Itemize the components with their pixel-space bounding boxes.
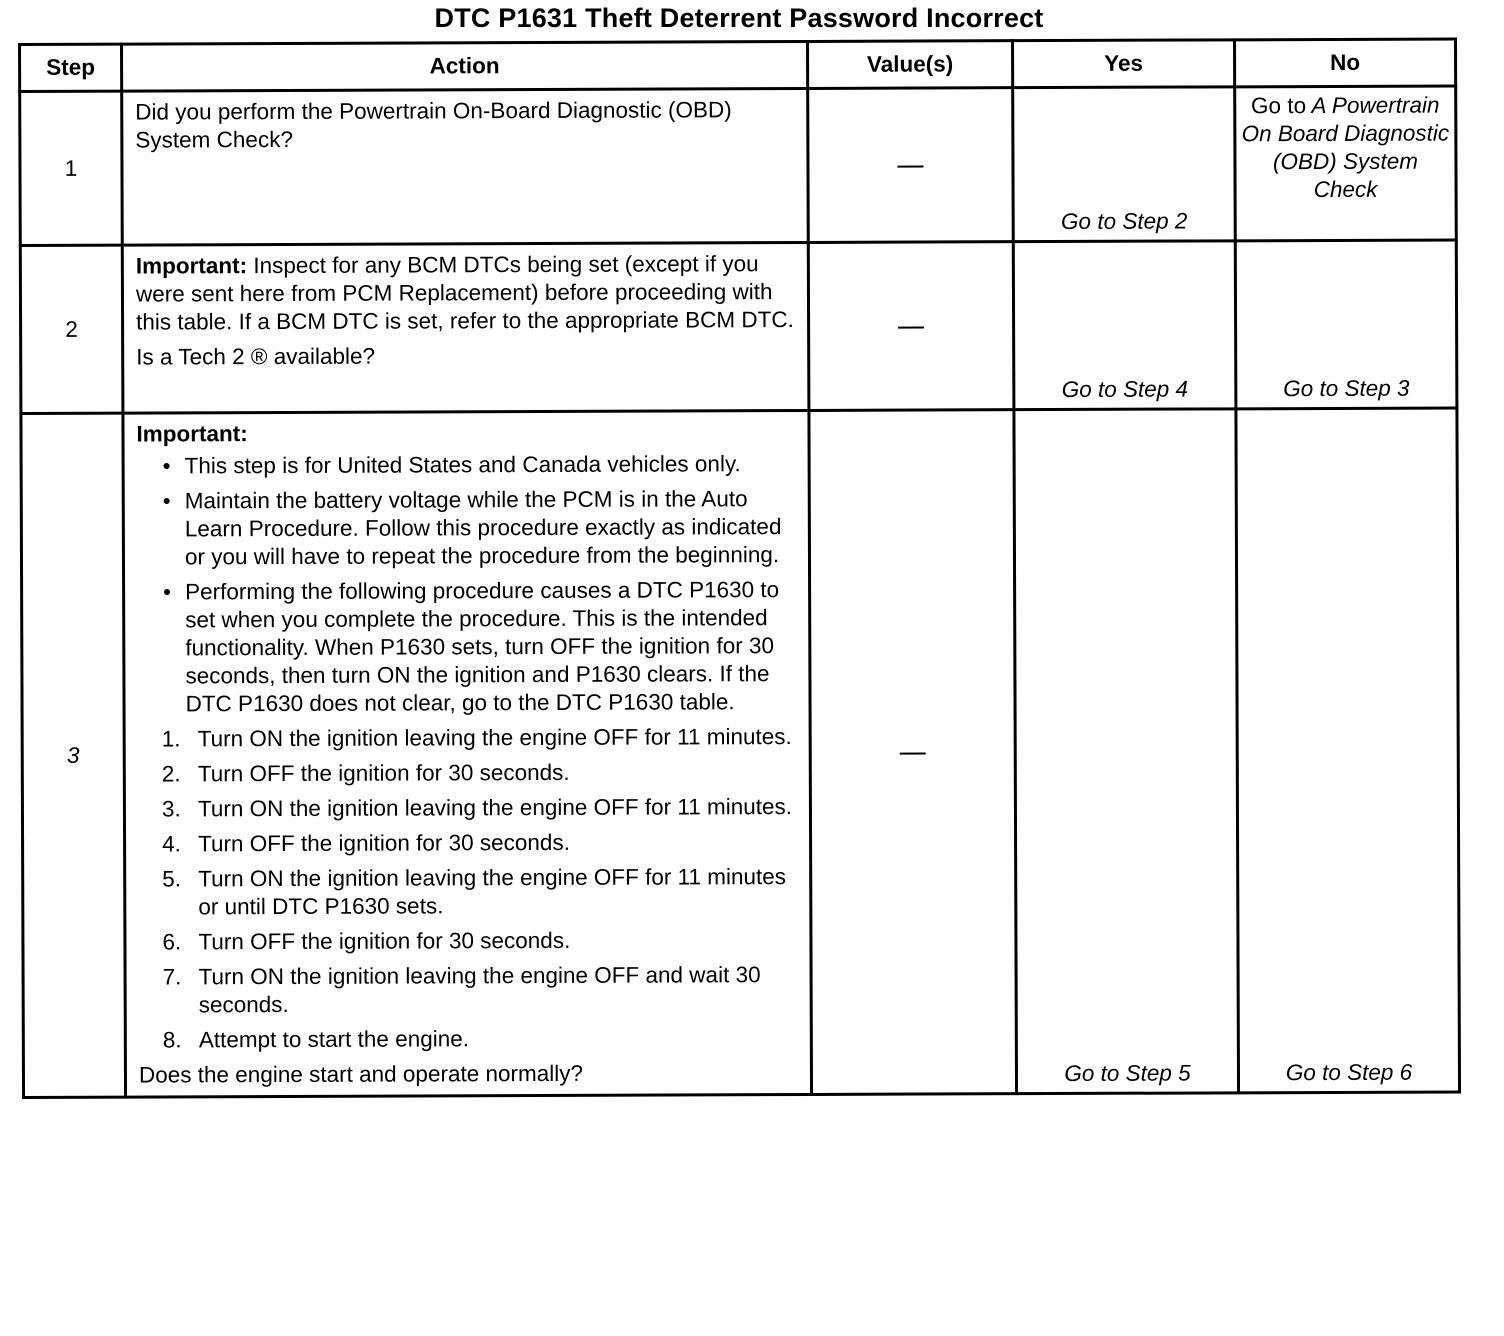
- value-cell: [809, 410, 1017, 1095]
- procedure-step: [162, 828, 801, 858]
- no-link-prefix: Go to: [1250, 93, 1307, 119]
- step-index: 1.: [161, 726, 181, 752]
- step-number: 2: [20, 245, 123, 413]
- no-link[interactable]: Go to Step 6: [1236, 408, 1460, 1093]
- header-yes: Yes: [1012, 40, 1234, 88]
- step-index: 3.: [161, 796, 181, 822]
- procedure-step-text: Turn OFF the ignition for 30 seconds.: [198, 927, 571, 955]
- header-action: Action: [122, 41, 808, 91]
- bullet-item: • Performing the following procedure causes a DTC P1630 to set when you complete the procedure. This is the intended functionality. When P1630 sets, turn OFF the ignition for 30 seconds, then turn ON the ignition and P1630 clears. If the DTC P1630 does not clear, go to the DTC P1630 table.: [185, 576, 801, 718]
- header-values: Value(s): [807, 41, 1012, 89]
- step-number: 3: [21, 413, 126, 1097]
- value-dash: [897, 165, 923, 167]
- procedure-step-text: Attempt to start the engine.: [198, 1026, 470, 1053]
- bullet-item: • This step is for United States and Canada vehicles only.: [185, 450, 800, 480]
- important-label: Important:: [136, 421, 248, 447]
- yes-link[interactable]: Go to Step 4: [1013, 241, 1236, 410]
- header-step: Step: [20, 44, 122, 91]
- procedure-steps: [138, 723, 802, 1055]
- bullet-item: • Maintain the battery voltage while the PCM is in the Auto Learn Procedure. Follow this procedure exactly as indicated or you will have to repeat the procedure from the beginning.: [185, 485, 800, 571]
- step-number: 1: [20, 91, 123, 245]
- procedure-step: [161, 758, 801, 788]
- procedure-step: [162, 863, 801, 921]
- action-question: Does the engine start and operate normally?: [138, 1060, 584, 1088]
- procedure-step-text: Turn ON the ignition leaving the engine OFF for 11 minutes.: [197, 724, 792, 752]
- step-index: 5.: [162, 866, 182, 892]
- procedure-step-text: Turn OFF the ignition for 30 seconds.: [197, 759, 570, 787]
- action-question: Is a Tech 2 ® available?: [136, 343, 376, 370]
- action-cell: [123, 410, 812, 1097]
- important-label: Important:: [135, 253, 248, 279]
- step-index: 7.: [162, 964, 182, 990]
- action-cell: [122, 242, 809, 413]
- table-row-step-3: [21, 408, 1460, 1098]
- important-text: Inspect for any BCM DTCs being set (except if you were sent here from PCM Replacement) before proceeding with this table. If a BCM DTC is set, refer to the appropriate BCM DTC.: [135, 251, 794, 335]
- table-row-step-1: [20, 86, 1457, 246]
- no-link[interactable]: [1235, 86, 1457, 241]
- page-title: DTC P1631 Theft Deterrent Password Incorrect: [434, 3, 1044, 33]
- no-link[interactable]: Go to Step 3: [1235, 240, 1457, 409]
- important-bullets: [137, 450, 801, 719]
- procedure-step: [161, 793, 801, 823]
- procedure-step: [161, 723, 801, 753]
- procedure-step: [162, 926, 801, 956]
- step-index: 4.: [162, 831, 181, 857]
- procedure-step: [162, 1024, 802, 1054]
- step-index: 2.: [161, 761, 181, 787]
- yes-link[interactable]: Go to Step 5: [1014, 409, 1239, 1094]
- action-cell: [122, 88, 809, 245]
- procedure-step-text: Turn ON the ignition leaving the engine OFF for 11 minutes.: [197, 794, 793, 822]
- step-index: 6.: [162, 929, 182, 955]
- table-row-step-2: [20, 240, 1457, 414]
- step-index: 8.: [162, 1027, 182, 1053]
- value-dash: [900, 752, 926, 754]
- important-note: [136, 250, 799, 337]
- diagnostic-table: [18, 37, 1461, 1099]
- value-dash: [898, 326, 924, 328]
- yes-link[interactable]: Go to Step 2: [1013, 87, 1236, 242]
- procedure-step-text: Turn OFF the ignition for 30 seconds.: [198, 829, 570, 857]
- value-cell: [808, 242, 1014, 411]
- header-no: No: [1234, 39, 1455, 87]
- procedure-step-text: Turn ON the ignition leaving the engine OFF and wait 30 seconds.: [198, 962, 761, 1018]
- no-link-target[interactable]: A Powertrain On Board Diagnostic (OBD) System Check: [1241, 92, 1450, 203]
- action-text: Did you perform the Powertrain On-Board Diagnostic (OBD) System Check?: [135, 97, 732, 153]
- procedure-step-text: Turn ON the ignition leaving the engine OFF for 11 minutes or until DTC P1630 sets.: [198, 864, 787, 920]
- procedure-step: [162, 961, 802, 1019]
- header-row: [20, 39, 1456, 92]
- value-cell: [808, 88, 1014, 243]
